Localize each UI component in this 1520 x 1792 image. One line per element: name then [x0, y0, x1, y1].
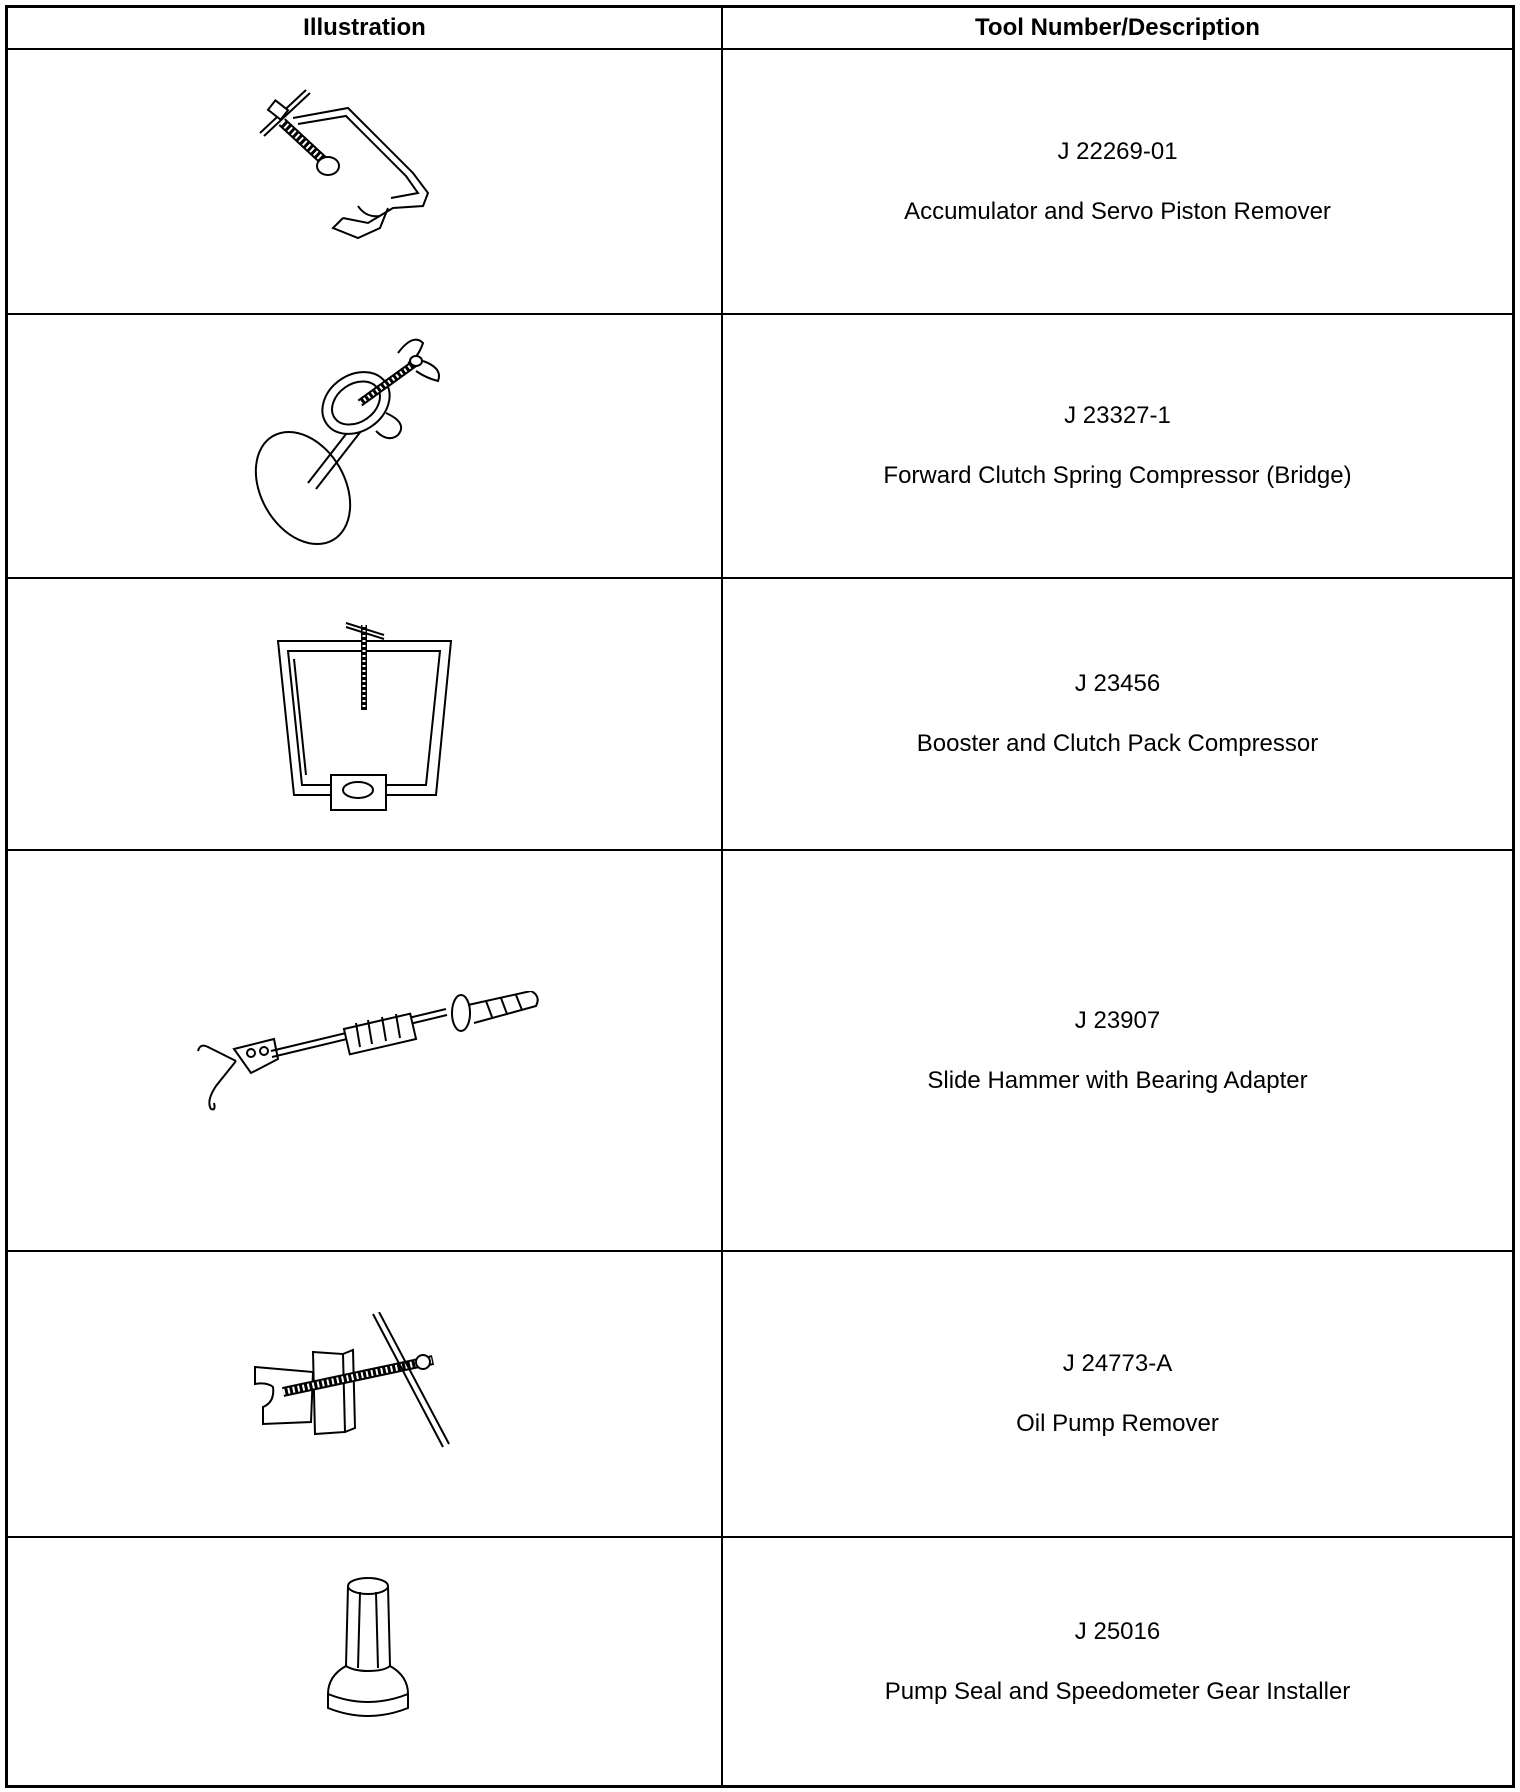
table-row	[8, 1252, 1512, 1538]
tool-cell	[723, 1538, 1512, 1785]
slide-hammer-icon	[196, 991, 546, 1121]
tool-description: Accumulator and Servo Piston Remover	[904, 197, 1331, 225]
tool-cell	[723, 50, 1512, 313]
tool-description: Forward Clutch Spring Compressor (Bridge)	[883, 462, 1352, 489]
gear-installer-icon	[324, 1576, 414, 1726]
tool-description: Booster and Clutch Pack Compressor	[916, 730, 1319, 757]
oil-pump-remover-icon	[253, 1312, 483, 1482]
tool-cell	[723, 315, 1512, 577]
table-row	[8, 851, 1512, 1252]
clutch-pack-compressor-icon	[266, 615, 466, 815]
spring-compressor-icon	[248, 323, 498, 573]
tool-number: J 25016	[1074, 1617, 1161, 1645]
illustration-cell	[8, 50, 723, 313]
table-row	[8, 1538, 1512, 1785]
tool-number: J 24773-A	[1062, 1350, 1173, 1377]
tool-number: J 23456	[1074, 670, 1161, 697]
tool-number: J 23327-1	[1064, 402, 1171, 429]
illustration-cell	[8, 1538, 723, 1785]
tool-number: J 22269-01	[1057, 137, 1178, 165]
tool-cell	[723, 1252, 1512, 1536]
tool-description: Oil Pump Remover	[1016, 1410, 1219, 1437]
table-row	[8, 50, 1512, 315]
header-illustration: Illustration	[8, 8, 723, 48]
illustration-cell	[8, 579, 723, 849]
header-tool: Tool Number/Description	[975, 14, 1260, 41]
tool-cell	[723, 851, 1512, 1250]
piston-remover-icon	[248, 88, 498, 258]
illustration-cell	[8, 851, 723, 1250]
table-row	[8, 315, 1512, 579]
tool-cell	[723, 579, 1512, 849]
tool-description: Pump Seal and Speedometer Gear Installer	[884, 1677, 1351, 1705]
tool-number: J 23907	[1074, 1006, 1161, 1034]
tool-description: Slide Hammer with Bearing Adapter	[927, 1066, 1308, 1094]
illustration-cell	[8, 1252, 723, 1536]
illustration-cell	[8, 315, 723, 577]
table-header-row	[8, 8, 1512, 50]
table-row	[8, 579, 1512, 851]
special-tools-table	[5, 5, 1515, 1788]
